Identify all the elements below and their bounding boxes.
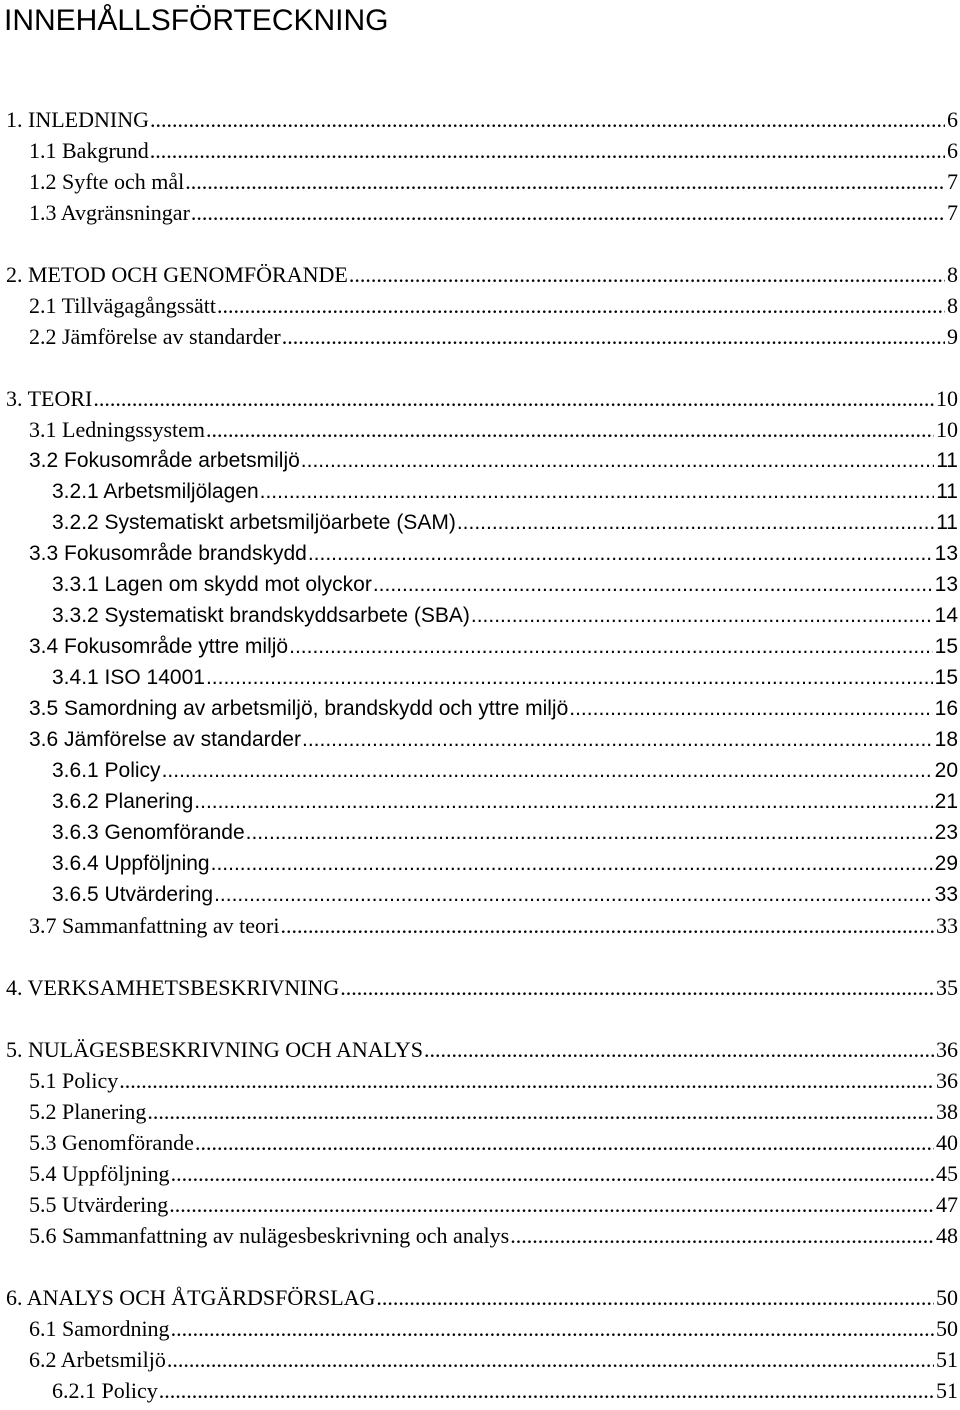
- toc-entry-page-number: 18: [934, 728, 958, 751]
- dot-leader: [195, 1127, 934, 1158]
- toc-entry-label: 5.4 Uppföljning: [29, 1161, 170, 1186]
- dot-leader: [171, 1313, 934, 1344]
- toc-entry[interactable]: [0, 166, 960, 197]
- toc-entry[interactable]: [0, 569, 960, 600]
- toc-entry-page-number: 16: [934, 697, 958, 720]
- toc-entry-label: 5. NULÄGESBESKRIVNING OCH ANALYS: [6, 1037, 424, 1062]
- toc-entry-page-number: 8: [947, 262, 958, 287]
- toc-entry[interactable]: [0, 662, 960, 693]
- toc-entry-page-number: 13: [934, 542, 958, 565]
- dot-leader: [93, 383, 934, 414]
- toc-entry-label: 6. ANALYS OCH ÅTGÄRDSFÖRSLAG: [6, 1285, 376, 1310]
- dot-leader: [169, 1189, 934, 1220]
- toc-entry-page-number: 33: [934, 883, 958, 906]
- toc-entry-label: 3.5 Samordning av arbetsmiljö, brandskydd och yttre miljö: [29, 697, 569, 720]
- toc-entry[interactable]: [0, 476, 960, 507]
- toc-entry-label: 2.2 Jämförelse av standarder: [29, 324, 281, 349]
- toc-entry-label: 3.2.2 Systematiskt arbetsmiljöarbete (SAM): [52, 511, 456, 534]
- toc-entry-label: 5.6 Sammanfattning av nulägesbeskrivning och analys: [29, 1223, 510, 1248]
- toc-entry-page-number: 51: [936, 1378, 958, 1403]
- toc-entry-page-number: 20: [934, 759, 958, 782]
- toc-entry[interactable]: [0, 414, 960, 445]
- dot-leader: [206, 662, 933, 693]
- toc-entry-label: 3.6.3 Genomförande: [52, 821, 245, 844]
- toc-entry-page-number: 10: [936, 417, 958, 442]
- dot-leader: [349, 259, 945, 290]
- toc-entry-page-number: 14: [934, 604, 958, 627]
- dot-leader: [206, 414, 934, 445]
- toc-entry-label: 3. TEORI: [6, 386, 93, 411]
- toc-entry-label: 3.2 Fokusområde arbetsmiljö: [29, 449, 300, 472]
- toc-entry-page-number: 36: [936, 1068, 958, 1093]
- dot-leader: [191, 197, 945, 228]
- toc-entry-label: 3.6.4 Uppföljning: [52, 852, 210, 875]
- dot-leader: [281, 910, 935, 941]
- toc-entry-page-number: 11: [936, 449, 958, 472]
- toc-entry[interactable]: [0, 321, 960, 352]
- toc-entry-page-number: 48: [936, 1223, 958, 1248]
- toc-entry[interactable]: [0, 910, 960, 941]
- toc-entry[interactable]: [0, 445, 960, 476]
- toc-entry-label: 3.1 Ledningssystem: [29, 417, 205, 442]
- toc-entry[interactable]: [0, 724, 960, 755]
- toc-entry-page-number: 40: [936, 1130, 958, 1155]
- toc-entry-page-number: 47: [936, 1192, 958, 1217]
- toc-entry-label: 3.4 Fokusområde yttre miljö: [29, 635, 289, 658]
- toc-entry-label: 3.3.1 Lagen om skydd mot olyckor: [52, 573, 372, 596]
- toc-entry-label: 1.3 Avgränsningar: [29, 200, 190, 225]
- dot-leader: [308, 538, 933, 569]
- toc-entry-page-number: 10: [936, 386, 958, 411]
- toc-entry-label: 2. METOD OCH GENOMFÖRANDE: [6, 262, 348, 287]
- dot-leader: [162, 755, 933, 786]
- toc-entry-page-number: 15: [934, 635, 958, 658]
- dot-leader: [260, 476, 935, 507]
- dot-leader: [302, 724, 933, 755]
- toc-entry[interactable]: [0, 879, 960, 910]
- dot-leader: [167, 1344, 934, 1375]
- toc-entry-page-number: 15: [934, 666, 958, 689]
- toc-entry[interactable]: [0, 1220, 960, 1251]
- toc-entry[interactable]: [0, 197, 960, 228]
- dot-leader: [457, 507, 934, 538]
- toc-entry[interactable]: [0, 972, 960, 1003]
- toc-entry-page-number: 33: [936, 913, 958, 938]
- toc-entry-page-number: 45: [936, 1161, 958, 1186]
- toc-entry-label: 3.3.2 Systematiskt brandskyddsarbete (SBA): [52, 604, 470, 627]
- dot-leader: [510, 1220, 934, 1251]
- toc-entry-label: 1.2 Syfte och mål: [29, 169, 185, 194]
- dot-leader: [147, 1096, 934, 1127]
- toc-entry[interactable]: [0, 507, 960, 538]
- toc-entry-page-number: 50: [936, 1316, 958, 1341]
- toc-entry-page-number: 8: [947, 293, 958, 318]
- toc-entry[interactable]: [0, 290, 960, 321]
- dot-leader: [119, 1065, 934, 1096]
- toc-entry-label: 3.6.5 Utvärdering: [52, 883, 214, 906]
- toc-entry[interactable]: [0, 1065, 960, 1096]
- toc-entry[interactable]: [0, 259, 960, 290]
- toc-entry[interactable]: [0, 1313, 960, 1344]
- dot-leader: [171, 1158, 934, 1189]
- dot-leader: [194, 786, 932, 817]
- toc-entry-label: 2.1 Tillvägagångssätt: [29, 293, 217, 318]
- dot-leader: [289, 631, 933, 662]
- toc-entry-page-number: 23: [934, 821, 958, 844]
- toc-entry[interactable]: [0, 135, 960, 166]
- toc-entry-page-number: 51: [936, 1347, 958, 1372]
- toc-entry-label: 3.6 Jämförelse av standarder: [29, 728, 301, 751]
- dot-leader: [217, 290, 945, 321]
- toc-entry-label: 4. VERKSAMHETSBESKRIVNING: [6, 975, 340, 1000]
- toc-entry[interactable]: [0, 1375, 960, 1406]
- toc-entry-page-number: 21: [934, 790, 958, 813]
- dot-leader: [301, 445, 934, 476]
- toc-entry[interactable]: [0, 1096, 960, 1127]
- toc-entry-label: 6.2 Arbetsmiljö: [29, 1347, 166, 1372]
- dot-leader: [214, 879, 933, 910]
- toc-entry[interactable]: [0, 1127, 960, 1158]
- toc-entry-page-number: 6: [947, 138, 958, 163]
- toc-entry[interactable]: [0, 1282, 960, 1313]
- dot-leader: [150, 135, 945, 166]
- toc-entry-label: 5.3 Genomförande: [29, 1130, 194, 1155]
- toc-entry[interactable]: [0, 693, 960, 724]
- dot-leader: [282, 321, 945, 352]
- toc-entry-label: 5.5 Utvärdering: [29, 1192, 169, 1217]
- toc-entry-label: 6.2.1 Policy: [52, 1378, 158, 1403]
- dot-leader: [246, 817, 933, 848]
- toc-entry-page-number: 35: [936, 975, 958, 1000]
- toc-entry[interactable]: [0, 104, 960, 135]
- toc-entry-page-number: 13: [934, 573, 958, 596]
- toc-entry[interactable]: [0, 1158, 960, 1189]
- toc-entry-label: 3.4.1 ISO 14001: [52, 666, 205, 689]
- dot-leader: [424, 1034, 934, 1065]
- toc-entry-page-number: 11: [936, 511, 958, 534]
- toc-entry-page-number: 29: [934, 852, 958, 875]
- toc-entry[interactable]: [0, 786, 960, 817]
- dot-leader: [376, 1282, 934, 1313]
- toc-entry[interactable]: [0, 1189, 960, 1220]
- toc-entry-page-number: 50: [936, 1285, 958, 1310]
- toc-entry[interactable]: [0, 817, 960, 848]
- toc-entry[interactable]: [0, 755, 960, 786]
- toc-entry[interactable]: [0, 538, 960, 569]
- toc-entry-page-number: 7: [947, 200, 958, 225]
- toc-entry[interactable]: [0, 1344, 960, 1375]
- toc-entry[interactable]: [0, 848, 960, 879]
- toc-entry-page-number: 9: [947, 324, 958, 349]
- toc-entry-page-number: 36: [936, 1037, 958, 1062]
- toc-entry-label: 3.7 Sammanfattning av teori: [29, 913, 280, 938]
- toc-entry[interactable]: [0, 600, 960, 631]
- toc-entry[interactable]: [0, 1034, 960, 1065]
- toc-entry-page-number: 38: [936, 1099, 958, 1124]
- toc-entry-label: 3.6.2 Planering: [52, 790, 194, 813]
- toc-entry-label: 3.6.1 Policy: [52, 759, 161, 782]
- toc-entry-label: 1.1 Bakgrund: [29, 138, 149, 163]
- dot-leader: [569, 693, 932, 724]
- toc-entry-label: 1. INLEDNING: [6, 107, 149, 132]
- dot-leader: [373, 569, 933, 600]
- toc-entry-label: 5.1 Policy: [29, 1068, 119, 1093]
- dot-leader: [159, 1375, 934, 1406]
- toc-entry-page-number: 7: [947, 169, 958, 194]
- toc-entry[interactable]: [0, 631, 960, 662]
- toc-entry[interactable]: [0, 383, 960, 414]
- toc-entry-page-number: 6: [947, 107, 958, 132]
- dot-leader: [471, 600, 933, 631]
- toc-entry-page-number: 11: [936, 480, 958, 503]
- dot-leader: [185, 166, 945, 197]
- toc-entry-label: 5.2 Planering: [29, 1099, 147, 1124]
- toc-entry-label: 6.1 Samordning: [29, 1316, 170, 1341]
- toc-heading: INNEHÅLLSFÖRTECKNING: [4, 4, 389, 37]
- dot-leader: [150, 104, 945, 135]
- dot-leader: [211, 848, 933, 879]
- toc-entry-label: 3.2.1 Arbetsmiljölagen: [52, 480, 259, 503]
- dot-leader: [340, 972, 934, 1003]
- toc-entry-label: 3.3 Fokusområde brandskydd: [29, 542, 307, 565]
